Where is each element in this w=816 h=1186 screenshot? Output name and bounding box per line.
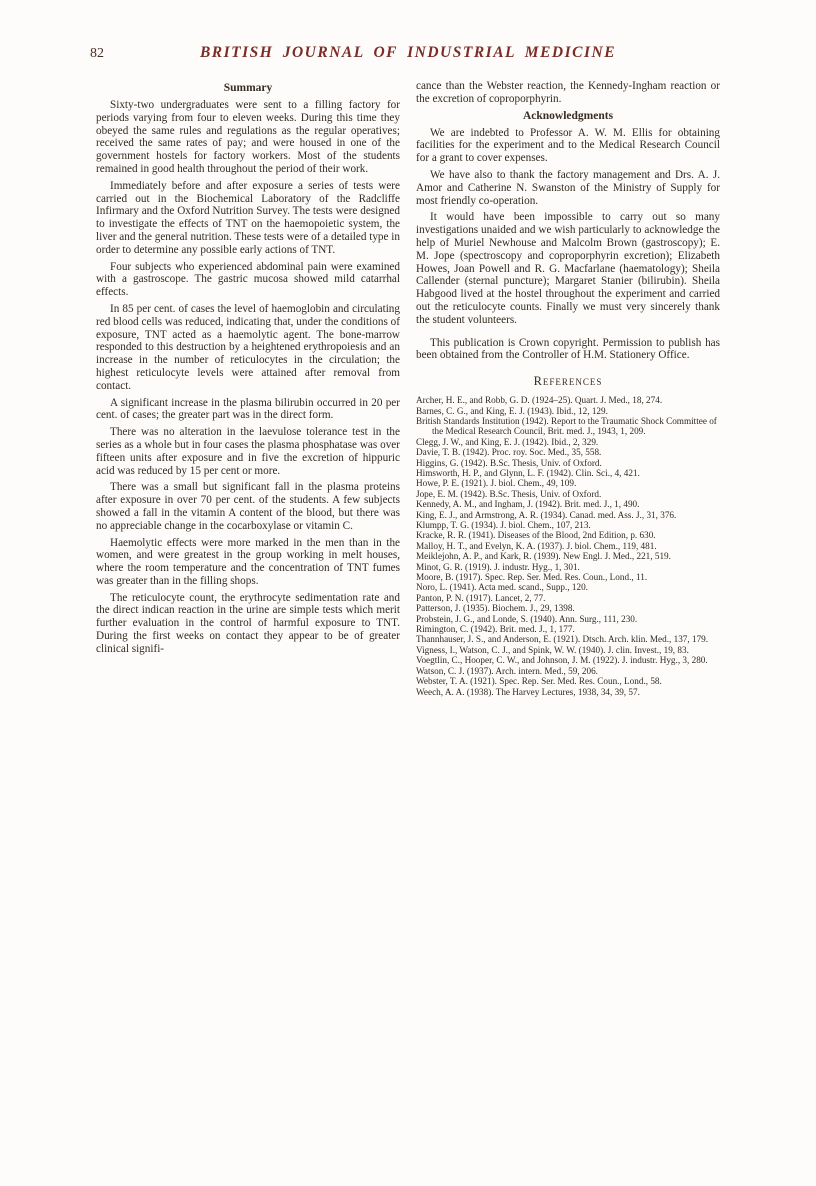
reference-entry: Panton, P. N. (1917). Lancet, 2, 77.: [416, 592, 546, 603]
reference-entry: Voegtlin, C., Hooper, C. W., and Johnson, J. M. (1922). J. industr. Hyg., 3, 280.: [416, 655, 708, 666]
summary-heading: Summary: [223, 82, 273, 94]
reference-entry: Moore, B. (1917). Spec. Rep. Ser. Med. Res. Coun., Lond., 11.: [416, 572, 648, 583]
reference-entry: Malloy, H. T., and Evelyn, K. A. (1937). J. biol. Chem., 119, 481.: [416, 540, 657, 551]
reference-entry: Kracke, R. R. (1941). Diseases of the Blood, 2nd Edition, p. 630.: [416, 530, 656, 541]
summary-paragraph: Four subjects who experienced abdominal pain were examined with a gastroscope. The gastric mucosa showed mild catarrhal effects.: [96, 260, 400, 299]
references-list: [416, 395, 720, 697]
journal-title: BRITISH JOURNAL OF INDUSTRIAL MEDICINE: [199, 44, 617, 61]
reference-entry: Davie, T. B. (1942). Proc. roy. Soc. Med., 35, 558.: [416, 447, 602, 458]
two-column-layout: [96, 80, 720, 697]
right-column: [416, 80, 720, 697]
reference-entry: Jope, E. M. (1942). B.Sc. Thesis, Univ. of Oxford.: [416, 488, 602, 499]
reference-entry: Rimington, C. (1942). Brit. med. J., 1, 177.: [416, 624, 575, 635]
acknowledgments-heading: Acknowledgments: [522, 109, 614, 122]
reference-entry: Weech, A. A. (1938). The Harvey Lectures, 1938, 34, 39, 57.: [416, 686, 640, 697]
reference-entry: Howe, P. E. (1921). J. biol. Chem., 49, 109.: [416, 478, 577, 489]
reference-entry: Thannhauser, J. S., and Anderson, E. (1921). Dtsch. Arch. klin. Med., 137, 179.: [416, 634, 709, 645]
reference-entry: Klumpp, T. G. (1934). J. biol. Chem., 107, 213.: [416, 520, 591, 531]
reference-entry: Archer, H. E., and Robb, G. D. (1924–25). Quart. J. Med., 18, 274.: [416, 395, 663, 406]
reference-entry: British Standards Institution (1942). Report to the Traumatic Shock Committee of the Medical Research Council, Brit. med. J., 1943, 1, 209.: [416, 415, 717, 437]
reference-entry: Vigness, I., Watson, C. J., and Spink, W. W. (1940). J. clin. Invest., 19, 83.: [416, 644, 689, 655]
references-heading: References: [533, 374, 603, 389]
summary-paragraph: There was no alteration in the laevulose tolerance test in the series as a whole but in four cases the plasma phosphatase was over fifteen units after exposure and in five the excretion of hippuric acid was reduced by 15 per cent or more.: [96, 426, 400, 477]
acknowledgments-paragraphs: [416, 127, 720, 327]
summary-paragraph: The reticulocyte count, the erythrocyte sedimentation rate and the direct indican reaction in the urine are simple tests which merit further evaluation in the control of harmful exposure to TNT. During the first weeks on contact they appear to be of greater clinical signifi-: [96, 591, 400, 655]
left-column: [96, 80, 400, 697]
summary-paragraph: There was a small but significant fall in the plasma proteins after exposure in over 70 per cent. of the students. A few subjects showed a fall in the vitamin A content of the blood, but there was no appreciable change in the cocarboxylase or vitamin C.: [96, 481, 400, 532]
reference-entry: Minot, G. R. (1919). J. industr. Hyg., 1, 301.: [416, 561, 580, 572]
reference-entry: Probstein, J. G., and Londe, S. (1940). Ann. Surg., 111, 230.: [416, 613, 638, 624]
reference-entry: Patterson, J. (1935). Biochem. J., 29, 1398.: [416, 603, 575, 614]
summary-paragraph: Haemolytic effects were more marked in the men than in the women, and were greatest in the group working in melt houses, where the room temperature and the concentration of TNT fumes was greater than in the filling shops.: [96, 536, 400, 587]
reference-entry: King, E. J., and Armstrong, A. R. (1934). Canad. med. Ass. J., 31, 376.: [416, 509, 677, 520]
acknowledgments-paragraph: We are indebted to Professor A. W. M. Ellis for obtaining facilities for the experiment and to the Medical Research Council for a grant to cover expenses.: [416, 126, 720, 165]
summary-paragraph: In 85 per cent. of cases the level of haemoglobin and circulating red blood cells was reduced, indicating that, under the conditions of exposure, TNT acted as a haemolytic agent. The bone-marrow responded to this destruction by a heightened erythropoiesis and an increase in the number of reticulocytes in the circulation; the highest reticulocyte levels were attained after removal from contact.: [96, 302, 400, 392]
reference-entry: Higgins, G. (1942). B.Sc. Thesis, Univ. of Oxford.: [416, 457, 602, 468]
reference-entry: Webster, T. A. (1921). Spec. Rep. Ser. Med. Res. Coun., Lond., 58.: [416, 676, 662, 687]
summary-paragraphs: [96, 99, 400, 656]
summary-paragraph: A significant increase in the plasma bilirubin occurred in 20 per cent. of cases; the greater part was in the direct form.: [96, 396, 400, 422]
reference-entry: Noro, L. (1941). Acta med. scand., Supp., 120.: [416, 582, 588, 593]
reference-entry: Kennedy, A. M., and Ingham, J. (1942). Brit. med. J., 1, 490.: [416, 499, 640, 510]
reference-entry: Barnes, C. G., and King, E. J. (1943). Ibid., 12, 129.: [416, 405, 608, 416]
reference-entry: Himsworth, H. P., and Glynn, L. F. (1942). Clin. Sci., 4, 421.: [416, 467, 640, 478]
summary-paragraph: Immediately before and after exposure a series of tests were carried out in the Biochemical Laboratory of the Radcliffe Infirmary and the Oxford Nutrition Survey. The tests were designed to investigate the effects of TNT on the haemopoietic system, the liver and the general nutrition. These tests were of a detailed type in order to determine any possible early actions of TNT.: [96, 179, 400, 256]
continuation-paragraph: cance than the Webster reaction, the Kennedy-Ingham reaction or the excretion of coproporphyrin.: [416, 80, 720, 105]
reference-entry: Meiklejohn, A. P., and Kark, R. (1939). New Engl. J. Med., 221, 519.: [416, 551, 671, 562]
reference-entry: Watson, C. J. (1937). Arch. intern. Med., 59, 206.: [416, 665, 598, 676]
acknowledgments-paragraph: It would have been impossible to carry out so many investigations unaided and we wish particularly to acknowledge the help of Muriel Newhouse and Malcolm Brown (gastroscopy); E. M. Jope (spectroscopy and coproporphyrin excretion); Elizabeth Howes, Joan Powell and R. G. Macfarlane (haematology); Sheila Callender (sternal puncture); Margaret Stanier (bilirubin). Sheila Habgood lived at the hostel throughout the experiment and carried out the reticulocyte counts. Finally we must very sincerely thank the student volunteers.: [416, 211, 720, 326]
acknowledgments-paragraph: We have also to thank the factory management and Drs. A. J. Amor and Catherine N. Swanston of the Ministry of Supply for most friendly co-operation.: [416, 168, 720, 207]
summary-paragraph: Sixty-two undergraduates were sent to a filling factory for periods varying from four to eleven weeks. During this time they obeyed the same rules and regulations as the regular operatives; received the same rates of pay; and were housed in one of the government hostels for factory workers. Most of the students remained in good health throughout the period of their work.: [96, 99, 400, 175]
copyright-note: This publication is Crown copyright. Permission to publish has been obtained from the Controller of H.M. Stationery Office.: [416, 336, 720, 362]
page-header: [90, 44, 720, 68]
reference-entry: Clegg, J. W., and King, E. J. (1942). Ibid., 2, 329.: [416, 436, 599, 447]
page-number: 82: [90, 46, 104, 61]
